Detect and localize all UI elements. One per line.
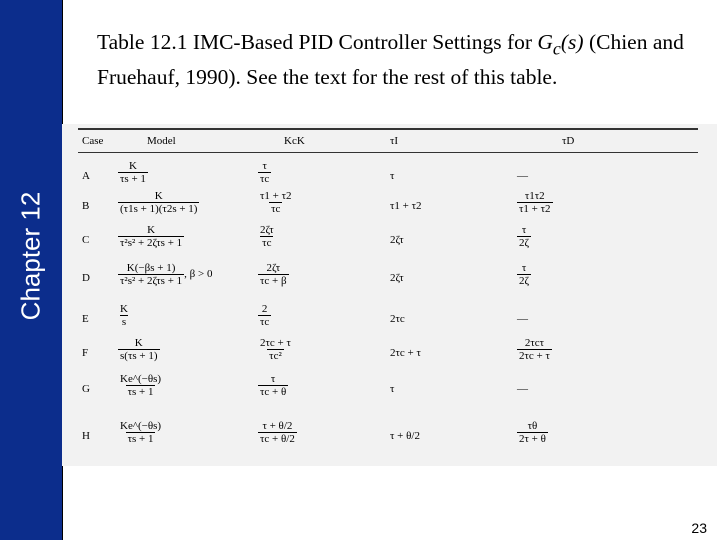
- taud-fraction: [517, 262, 531, 287]
- table-row-kck: [258, 262, 289, 287]
- kck-fraction: [258, 303, 271, 328]
- table-row-taui: 2τc + τ: [390, 347, 421, 359]
- kck-denominator: τc + θ/2: [260, 433, 295, 445]
- page-number: 23: [691, 520, 707, 536]
- table-top-rule: [78, 128, 698, 130]
- kck-numerator: 2: [261, 303, 268, 315]
- taud-numerator: τθ: [527, 420, 538, 432]
- table-row-model: [118, 190, 199, 215]
- model-fraction: [118, 420, 163, 445]
- kck-fraction: [258, 224, 276, 249]
- table-row-taui: 2ζτ: [390, 234, 404, 246]
- kck-numerator: τ1 + τ2: [260, 190, 292, 202]
- table-row-taud: [517, 262, 531, 287]
- kck-numerator: 2τc + τ: [260, 337, 291, 349]
- taud-fraction: [517, 224, 531, 249]
- table-row-case: C: [82, 234, 90, 246]
- kck-numerator: τ + θ/2: [262, 420, 293, 432]
- model-denominator: τs + 1: [120, 173, 146, 185]
- table-row-case: G: [82, 383, 90, 395]
- table-row-taud: —: [517, 383, 528, 395]
- table-row-model: [118, 373, 163, 398]
- title-paren: (s): [560, 30, 584, 54]
- table-row-taui: τ1 + τ2: [390, 200, 422, 212]
- taud-numerator: 2τcτ: [524, 337, 545, 349]
- model-numerator: K: [120, 303, 128, 315]
- model-denominator: τs + 1: [127, 433, 154, 445]
- model-fraction: [118, 224, 184, 249]
- kck-denominator: τc: [260, 316, 270, 328]
- table-row-kck: [258, 303, 271, 328]
- model-condition: , β > 0: [184, 268, 213, 281]
- kck-denominator: τc: [262, 237, 272, 249]
- model-denominator: s: [121, 316, 127, 328]
- table-row-taui: 2τc: [390, 313, 405, 325]
- slide-title: [97, 28, 697, 92]
- chapter-sidebar: [0, 0, 63, 540]
- table-row-kck: [258, 160, 271, 185]
- header-kck: KcK: [284, 135, 305, 147]
- table-row-taui: τ: [390, 383, 395, 395]
- table-row-kck: [258, 224, 276, 249]
- kck-numerator: τ: [262, 160, 267, 172]
- table-row-model: [118, 224, 184, 249]
- taud-fraction: [517, 420, 548, 445]
- table-row-case: H: [82, 430, 90, 442]
- model-denominator: τs + 1: [127, 386, 154, 398]
- title-sub: c: [552, 38, 561, 59]
- table-row-kck: [258, 373, 288, 398]
- model-fraction: [118, 303, 130, 328]
- model-fraction: [118, 160, 148, 185]
- taud-fraction: [517, 190, 553, 215]
- model-numerator: K: [147, 224, 156, 236]
- table-row-taui: τ + θ/2: [390, 430, 420, 442]
- title-text-2: (Chien and Fruehauf, 1990). See the text for the rest of this table.: [97, 30, 684, 90]
- table-row-taud: —: [517, 170, 528, 182]
- model-numerator: Ke^(−θs): [120, 420, 162, 432]
- table-row-model: [118, 303, 130, 328]
- table-row-case: A: [82, 170, 90, 182]
- kck-fraction: [258, 420, 297, 445]
- title-var: G: [537, 30, 553, 54]
- model-denominator: s(τs + 1): [120, 350, 158, 362]
- pid-settings-table: [62, 124, 717, 466]
- model-numerator: K: [134, 337, 143, 349]
- kck-fraction: [258, 190, 294, 215]
- taud-denominator: 2τc + τ: [519, 350, 550, 362]
- table-row-taud: [517, 337, 552, 362]
- kck-denominator: τc: [260, 173, 270, 185]
- model-denominator: (τ1s + 1)(τ2s + 1): [120, 203, 198, 215]
- kck-denominator: τc: [271, 203, 281, 215]
- taud-denominator: 2ζ: [519, 275, 530, 287]
- model-denominator: τ²s² + 2ζτs + 1: [120, 237, 183, 249]
- header-model: Model: [147, 135, 176, 147]
- table-row-kck: [258, 190, 294, 215]
- table-row-model: [118, 160, 148, 185]
- table-row-case: D: [82, 272, 90, 284]
- taud-denominator: τ1 + τ2: [519, 203, 551, 215]
- table-row-model: [118, 262, 212, 287]
- model-fraction: [118, 190, 199, 215]
- kck-fraction: [258, 160, 271, 185]
- table-row-taui: τ: [390, 170, 395, 182]
- table-row-model: [118, 337, 160, 362]
- model-denominator: τ²s² + 2ζτs + 1: [120, 275, 183, 287]
- model-fraction: [118, 337, 160, 362]
- model-numerator: K: [154, 190, 163, 202]
- kck-numerator: 2ζτ: [260, 224, 274, 236]
- kck-denominator: τc + β: [260, 275, 287, 287]
- table-row-taud: [517, 224, 531, 249]
- taud-numerator: τ: [521, 224, 527, 236]
- taud-numerator: τ: [521, 262, 527, 274]
- header-taui: τI: [390, 135, 399, 147]
- kck-numerator: 2ζτ: [266, 262, 281, 274]
- header-taud: τD: [562, 135, 575, 147]
- taud-numerator: τ1τ2: [524, 190, 545, 202]
- header-case: Case: [82, 135, 104, 147]
- table-row-taud: —: [517, 313, 528, 325]
- kck-numerator: τ: [270, 373, 276, 385]
- kck-denominator: τc + θ: [260, 386, 287, 398]
- kck-denominator: τc²: [269, 350, 282, 362]
- table-row-kck: [258, 420, 297, 445]
- table-row-taud: [517, 420, 548, 445]
- taud-fraction: [517, 337, 552, 362]
- table-row-case: E: [82, 313, 89, 325]
- chapter-label: Chapter 12: [15, 191, 46, 321]
- kck-fraction: [258, 337, 293, 362]
- title-text-1: Table 12.1 IMC-Based PID Controller Settings for: [97, 30, 538, 54]
- kck-fraction: [258, 373, 288, 398]
- table-row-case: F: [82, 347, 89, 359]
- table-row-taui: 2ζτ: [390, 272, 404, 284]
- kck-fraction: [258, 262, 289, 287]
- model-numerator: K(−βs + 1): [126, 262, 176, 274]
- table-row-model: [118, 420, 163, 445]
- taud-denominator: 2τ + θ: [519, 433, 546, 445]
- table-header-rule: [78, 152, 698, 153]
- table-row-kck: [258, 337, 293, 362]
- taud-denominator: 2ζ: [519, 237, 530, 249]
- model-fraction: [118, 373, 163, 398]
- table-row-taud: [517, 190, 553, 215]
- model-fraction: [118, 262, 184, 287]
- table-row-case: B: [82, 200, 90, 212]
- model-numerator: K: [128, 160, 137, 172]
- model-numerator: Ke^(−θs): [120, 373, 162, 385]
